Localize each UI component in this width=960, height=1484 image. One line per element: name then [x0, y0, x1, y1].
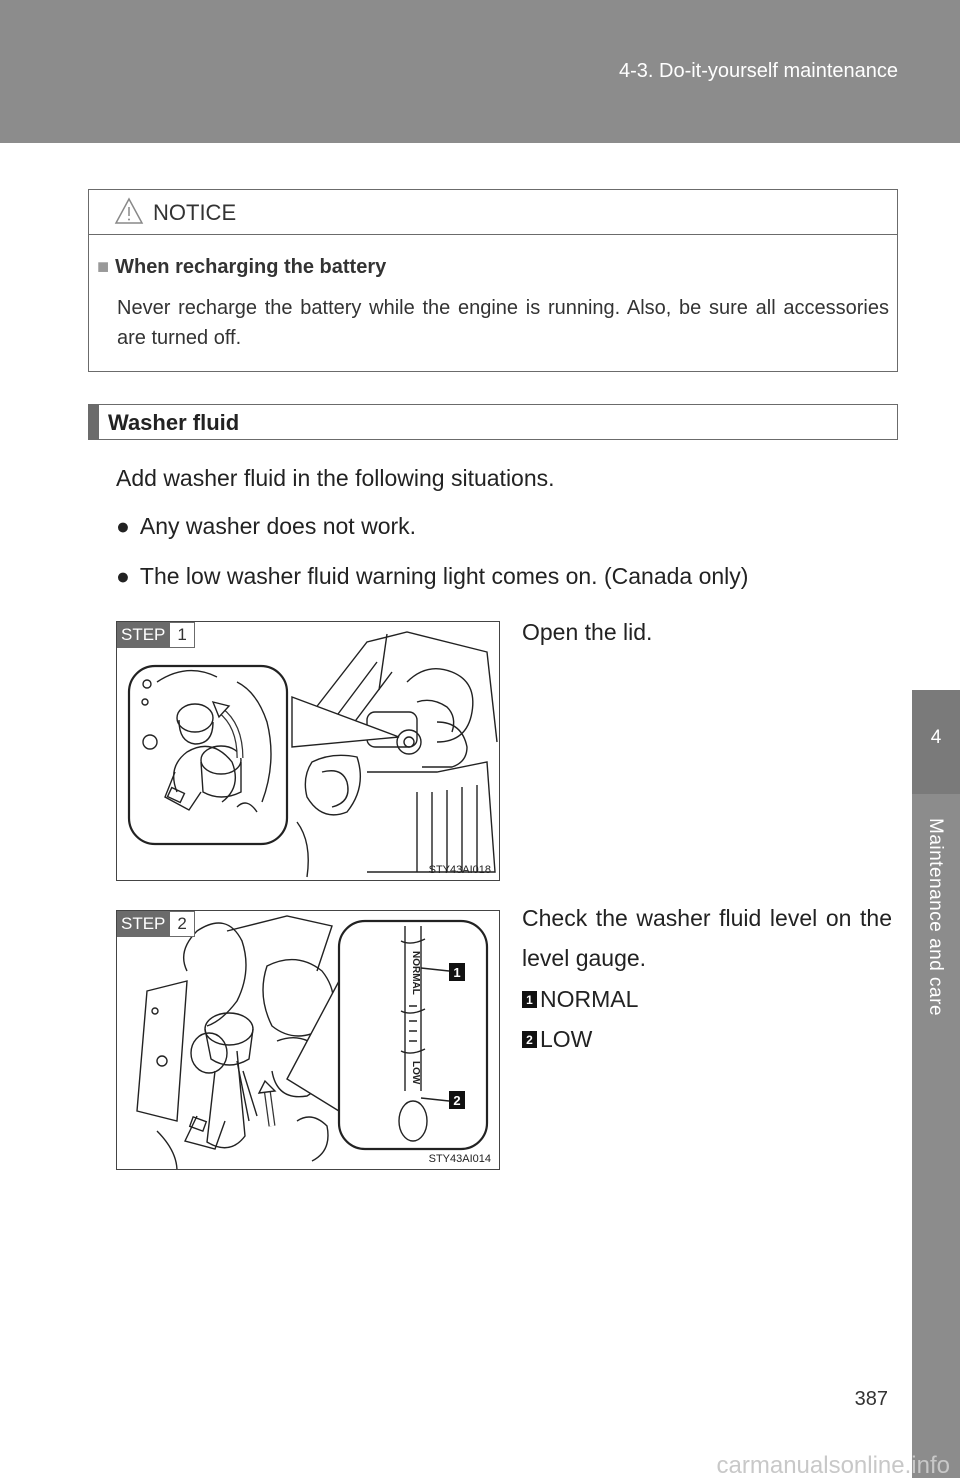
legend-label: LOW	[540, 1026, 593, 1052]
bullet-text: The low washer fluid warning light comes on. (Canada only)	[139, 563, 749, 589]
gauge-normal-label: NORMAL	[410, 951, 421, 995]
legend-item	[522, 986, 638, 1013]
header-band	[0, 0, 960, 143]
legend-item	[522, 1026, 592, 1053]
bullet-item	[116, 563, 748, 590]
notice-subheading-text: When recharging the battery	[115, 256, 387, 278]
bullet-dot-icon: ●	[116, 563, 130, 589]
image-code: STY43AI014	[428, 1153, 491, 1165]
step2-instruction: Check the washer fluid level on the level gauge.	[522, 905, 892, 971]
engine-bay-drawing	[117, 622, 500, 881]
notice-header	[89, 190, 897, 235]
step-badge	[117, 622, 195, 648]
chapter-number: 4	[930, 727, 942, 748]
callout-1: 1	[453, 965, 461, 980]
step2-illustration	[116, 910, 500, 1170]
page-number: 387	[854, 1388, 888, 1410]
step-number: 2	[169, 911, 194, 937]
chapter-side-tab	[912, 690, 960, 1478]
step-number: 1	[169, 622, 194, 648]
bullet-dot-icon: ●	[116, 513, 130, 539]
section-heading-text: Washer fluid	[108, 410, 240, 435]
callout-2: 2	[453, 1093, 461, 1108]
chapter-number-block	[912, 690, 960, 794]
warning-triangle-icon	[114, 197, 144, 225]
image-code: STY43AI018	[428, 864, 491, 876]
step-label: STEP	[117, 622, 169, 648]
section-heading	[88, 404, 898, 440]
notice-title: NOTICE	[153, 200, 237, 225]
number-1-icon: 1	[522, 991, 537, 1008]
intro-text: Add washer fluid in the following situations.	[116, 465, 555, 491]
notice-box	[88, 189, 898, 372]
square-bullet-icon: ■	[97, 256, 110, 278]
step1-illustration	[116, 621, 500, 881]
step1-instruction: Open the lid.	[522, 619, 653, 645]
number-2-icon: 2	[522, 1031, 537, 1048]
bullet-item	[116, 513, 416, 540]
gauge-low-label: LOW	[410, 1061, 421, 1085]
bullet-text: Any washer does not work.	[139, 513, 417, 539]
level-gauge-drawing	[117, 911, 500, 1170]
step-label: STEP	[117, 911, 169, 937]
notice-text: Never recharge the battery while the engine is running. Also, be sure all accessories are turned off.	[117, 297, 889, 349]
section-title: 4-3. Do-it-yourself maintenance	[618, 60, 898, 82]
step-badge	[117, 911, 195, 937]
notice-subheading	[97, 256, 386, 279]
chapter-title: Maintenance and care	[925, 818, 946, 1017]
watermark: carmanualsonline.info	[716, 1452, 950, 1479]
legend-label: NORMAL	[540, 986, 639, 1012]
heading-bar	[89, 405, 99, 439]
